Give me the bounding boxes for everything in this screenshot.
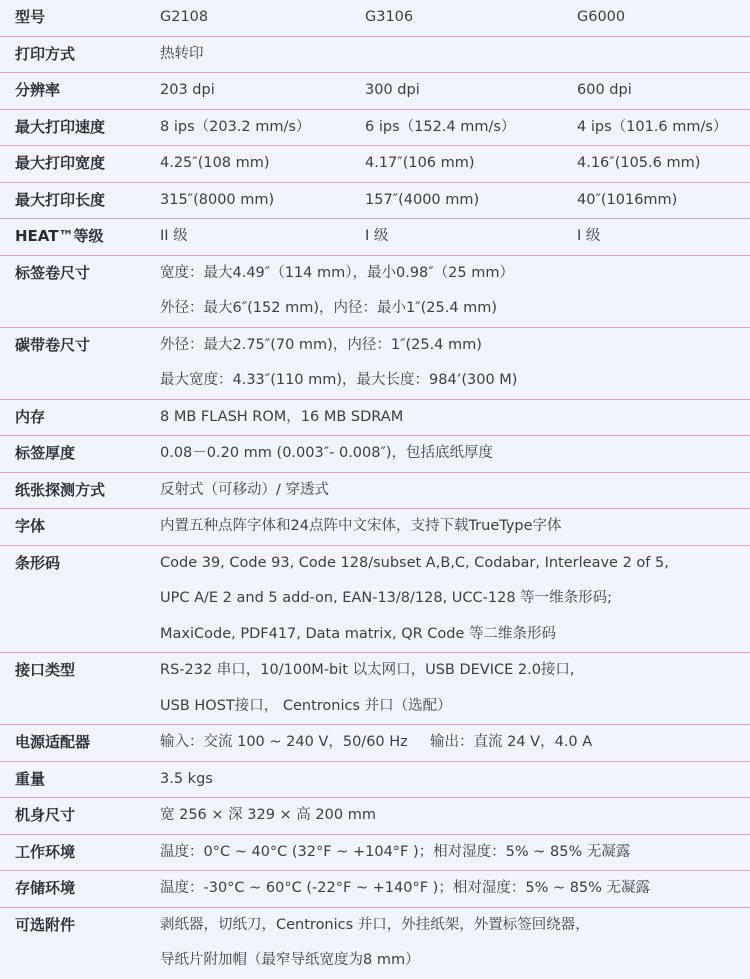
row-label: 打印方式 <box>15 44 76 63</box>
row-value: 8 MB FLASH ROM，16 MB SDRAM <box>160 408 404 425</box>
row-operating-environment <box>0 835 750 872</box>
value-g3106: 6 ips（152.4 mm/s） <box>365 118 516 135</box>
row-label: 接口类型 <box>15 661 76 679</box>
row-model <box>0 0 750 37</box>
row-max-print-length <box>0 183 750 220</box>
row-ribbon-roll-size <box>0 328 750 400</box>
model-g6000: G6000 <box>577 9 626 25</box>
value-g2108: 8 ips（203.2 mm/s） <box>160 118 311 135</box>
value-g2108: 203 dpi <box>160 82 215 98</box>
row-value-line: 剥纸器，切纸刀，Centronics 并口，外挂纸架，外置标签回绕器， <box>160 916 590 933</box>
row-max-print-speed <box>0 110 750 147</box>
row-max-print-width <box>0 146 750 183</box>
row-value-line: 外径：最大6″(152 mm)，内径：最小1″(25.4 mm) <box>160 300 498 316</box>
row-label: 碳带卷尺寸 <box>15 335 91 354</box>
row-value-line: 最大宽度：4.33″(110 mm)，最大长度：984’(300 M) <box>160 372 518 388</box>
row-label: 工作环境 <box>15 842 76 861</box>
value-g3106: 157″(4000 mm) <box>365 191 480 208</box>
row-label: 最大打印长度 <box>15 190 106 209</box>
row-label: 纸张探测方式 <box>15 480 106 499</box>
row-value: 宽 256 × 深 329 × 高 200 mm <box>160 807 376 823</box>
row-value: 0.08－0.20 mm (0.003″- 0.008″)，包括底纸厚度 <box>160 445 494 461</box>
row-label: 内存 <box>15 407 46 426</box>
row-label: 型号 <box>15 8 46 26</box>
value-g6000: 4.16″(105.6 mm) <box>577 155 701 171</box>
row-value-line: UPC A/E 2 and 5 add-on, EAN-13/8/128, UCC-128 等一维条形码; <box>160 590 613 606</box>
row-resolution <box>0 73 750 110</box>
row-label: 最大打印速度 <box>15 117 106 136</box>
row-interfaces <box>0 653 750 725</box>
row-label: 机身尺寸 <box>15 806 76 824</box>
row-optional-accessories <box>0 908 750 979</box>
row-label: 字体 <box>15 517 46 535</box>
row-value-line: USB HOST接口， Centronics 并口（选配） <box>160 697 452 714</box>
row-value-line: MaxiCode, PDF417, Data matrix, QR Code 等二维条形码 <box>160 625 557 642</box>
row-value-line: Code 39, Code 93, Code 128/subset A,B,C, Codabar, Interleave 2 of 5, <box>160 554 669 571</box>
value-g3106: 300 dpi <box>365 82 420 98</box>
row-label: 标签厚度 <box>15 444 76 462</box>
value-g6000: 4 ips（101.6 mm/s） <box>577 118 728 135</box>
row-value: 内置五种点阵字体和24点阵中文宋体，支持下载TrueType字体 <box>160 518 562 534</box>
row-label-roll-size <box>0 256 750 328</box>
row-value: 温度：0°C ~ 40°C (32°F ~ +104°F )；相对湿度：5% ~ 85% 无凝露 <box>160 843 631 860</box>
value-g6000: 600 dpi <box>577 82 632 98</box>
row-label: 最大打印宽度 <box>15 154 106 172</box>
row-label: 可选附件 <box>15 915 76 934</box>
row-storage-environment <box>0 871 750 908</box>
row-label: 电源适配器 <box>15 733 91 751</box>
row-weight <box>0 762 750 799</box>
row-value-line: 导纸片附加帽（最窄导纸宽度为8 mm） <box>160 952 420 968</box>
value-g3106: 4.17″(106 mm) <box>365 155 475 171</box>
row-label-thickness <box>0 436 750 473</box>
row-memory <box>0 400 750 437</box>
row-label: 存储环境 <box>15 879 76 897</box>
row-value: 3.5 kgs <box>160 770 213 787</box>
row-fonts <box>0 509 750 546</box>
row-label: 分辨率 <box>15 81 61 99</box>
value-g2108: 315″(8000 mm) <box>160 191 275 208</box>
value-g6000: 40″(1016mm) <box>577 191 678 208</box>
row-power-adapter <box>0 725 750 762</box>
row-label: 标签卷尺寸 <box>15 263 91 282</box>
row-value-line: RS-232 串口，10/100M-bit 以太网口，USB DEVICE 2.0接口, <box>160 662 575 678</box>
row-value: 温度：-30°C ~ 60°C (-22°F ~ +140°F )；相对湿度：5% ~ 85% 无凝露 <box>160 880 651 896</box>
model-g3106: G3106 <box>365 9 414 25</box>
value-g3106: I 级 <box>365 228 389 244</box>
row-value: 热转印 <box>160 45 204 62</box>
row-value-line: 宽度：最大4.49″（114 mm），最小0.98″（25 mm） <box>160 264 514 281</box>
row-heat-level <box>0 219 750 256</box>
power-output: 输出：直流 24 V，4.0 A <box>430 734 593 750</box>
row-label: 条形码 <box>15 553 61 572</box>
row-paper-detection <box>0 473 750 510</box>
power-input: 输入：交流 100 ~ 240 V，50/60 Hz <box>160 734 408 750</box>
row-label: HEAT™等级 <box>15 227 104 245</box>
row-barcodes <box>0 546 750 654</box>
value-g6000: I 级 <box>577 228 601 244</box>
model-g2108: G2108 <box>160 9 209 25</box>
row-label: 重量 <box>15 769 46 788</box>
row-value-line: 外径：最大2.75″(70 mm)，内径：1″(25.4 mm) <box>160 336 482 353</box>
value-g2108: II 级 <box>160 228 188 244</box>
value-g2108: 4.25″(108 mm) <box>160 155 270 171</box>
row-value: 反射式（可移动）/ 穿透式 <box>160 481 329 498</box>
row-print-method <box>0 37 750 74</box>
row-dimensions <box>0 798 750 835</box>
